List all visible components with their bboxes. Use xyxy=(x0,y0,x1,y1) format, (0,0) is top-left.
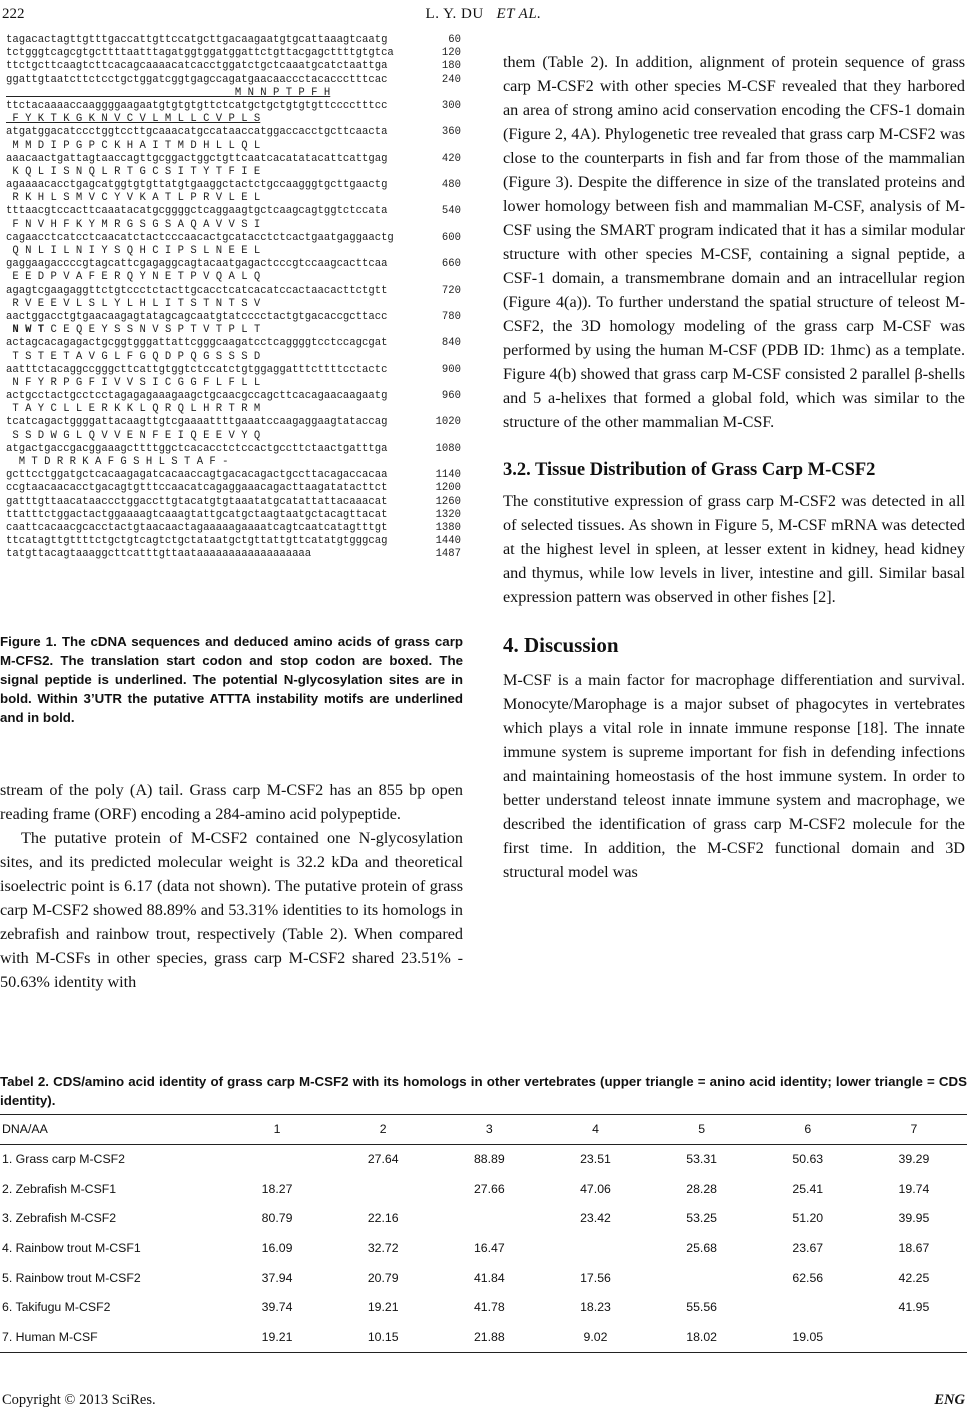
table-cell xyxy=(436,1204,542,1234)
sequence-text: M N N P T P F H xyxy=(6,86,331,99)
figure-1-caption: Figure 1. The cDNA sequences and deduced amino acids of grass carp M-CFS2. The translation start codon and stop codon are boxed. The signal peptide is underlined. The potential N-glycosylation sites are in bold. Within 3’UTR the putative ATTTA instability motifs are underlined and in bold. xyxy=(0,634,463,725)
sequence-text: ccgtaacaacacctgacagtgtttccaacatcagaggaaacagacttaagatatacttct xyxy=(6,482,388,495)
sequence-text: tatgttacagtaaaggcttcatttgttaataaaaaaaaaaaaaaaaaa xyxy=(6,548,312,561)
table-2-caption: Tabel 2. CDS/amino acid identity of grass carp M-CSF2 with its homologs in other vertebrates (upper triangle = anino acid identity; lower triangle = CDS identity). xyxy=(0,1074,967,1108)
sequence-text: agagtcgaagaggttctgtccctctacttgcacctcatcacatccactaacacttctgtt xyxy=(6,284,388,297)
amino-acid-row xyxy=(6,456,463,469)
position-number: 180 xyxy=(441,60,461,73)
amino-acid-row xyxy=(6,113,463,126)
table-header-row xyxy=(0,1115,967,1145)
sequence-text: atgatggacatccctggtccttgcaaacatgccataaccatggaccacctgcttcaacta xyxy=(6,126,388,139)
table-cell: 50.63 xyxy=(792,1152,824,1167)
nucleotide-row xyxy=(6,100,463,113)
table-cell: 23.42 xyxy=(580,1211,611,1226)
table-cell: 47.06 xyxy=(580,1181,611,1196)
page-header xyxy=(0,4,967,30)
sequence-text: ttctacaaaaccaaggggaagaatgtgtgtgttctcatgctgctgtgtgttcccctttcc xyxy=(6,99,388,112)
nucleotide-row xyxy=(6,548,463,561)
sequence-text: ttatttctggactactggaaaagtcaaagtattgcatgctaagtaatgctacagttacat xyxy=(6,508,388,521)
table-row xyxy=(0,1174,967,1204)
page-number: 222 xyxy=(2,6,25,22)
table-cell: 80.79 xyxy=(261,1211,293,1226)
table-cell: 62.56 xyxy=(792,1270,824,1285)
right-column xyxy=(503,50,965,884)
sequence-text: tttaacgtccacttcaaatacatgcggggctcaggaagtgctcaagcagtggtctccata xyxy=(6,205,388,218)
sequence-text: aatttctacaggccgggcttcattgtggtctccatctgtggaggatttcttttcctactc xyxy=(6,363,388,376)
table-cell: 88.89 xyxy=(473,1152,505,1167)
table-cell: 42.25 xyxy=(898,1270,930,1285)
position-number: 1320 xyxy=(435,508,461,521)
table-cell: 2. Zebrafish M-CSF1 xyxy=(2,1181,117,1196)
table-cell: 6. Takifugu M-CSF2 xyxy=(2,1300,111,1315)
sequence-text: actagcacagagactgcggtgggattattcgggcaagatcctcaggggtcctccagcgat xyxy=(6,337,388,350)
table-cell: 17.56 xyxy=(580,1270,611,1285)
table-cell: 27.64 xyxy=(367,1152,399,1167)
table-cell: 41.78 xyxy=(473,1300,505,1315)
sequence-text: T A Y C L L E R K K L Q R Q L H R T R M xyxy=(6,403,261,416)
table-cell: 18.23 xyxy=(580,1300,611,1315)
position-number: 480 xyxy=(441,179,461,192)
table-cell: 32.72 xyxy=(367,1241,399,1256)
position-number: 540 xyxy=(441,205,461,218)
sequence-text: M T D R R K A F G S H L S T A F - xyxy=(6,456,229,468)
amino-acid-row xyxy=(6,430,463,443)
nucleotide-row xyxy=(6,416,463,429)
position-number: 1020 xyxy=(435,416,461,429)
nucleotide-row xyxy=(6,311,463,324)
nucleotide-row xyxy=(6,126,463,139)
table-header-cell: 7 xyxy=(910,1122,918,1137)
table-cell: 37.94 xyxy=(261,1270,293,1285)
paragraph: M-CSF is a main factor for macrophage differentiation and survival. Monocyte/Marophage is a major subset of phagocytes in vertebrates which plays a vital role in innate immune response [18]. The innate immune system is supreme important for fish in defending infections and maintaining homeostasis of the host immune system. In order to better understand teleost innate immune system and macrophage, we described the identification of grass carp M-CSF2 molecule for the first time. In addition, the M-CSF2 functional domain and 3D structural model was xyxy=(503,671,965,881)
table-cell: 25.41 xyxy=(792,1181,824,1196)
sequence-text: cagaacctcatcctcaacatctactcccaacactgcatacctctcactgaatgaggaactg xyxy=(6,231,394,244)
table-header-cell: 1 xyxy=(273,1122,281,1137)
amino-acid-row xyxy=(6,192,463,205)
paragraph: stream of the poly (A) tail. Grass carp M-CSF2 has an 855 bp open reading frame (ORF) encoding a 284-amino acid polypeptide. xyxy=(0,781,463,823)
paragraph: them (Table 2). In addition, alignment of protein sequence of grass carp M-CSF2 with other species M-CSF revealed that they harbored an area of strong amino acid conservation encoding the CFS-1 domain (Figure 2, 4A). Phylogenetic tree revealed that grass carp M-CSF2 was close to the counterparts in fish and far from those of the mammalian (Figure 3). Despite the difference in size of the translated proteins and lower homology between fish and mammalian M-CSF, analysis of M-CSF using the SMART program indicated that it has a similar modular structure with other species M-CSF, containing a signal peptide, a CSF-1 domain, a transmembrane domain and an intracellular region (Figure 4(a)). To further understand the spatial structure of teleost M-CSF2, the 3D homology modeling of the grass carp M-CSF was performed by using the human M-CSF (PDB ID: 1hmc) as a template. Figure 4(b) showed that grass carp M-CSF consisted 2 parallel β-shells and 5 a-helixes that formed a global fold, which was similar to the structure of the other mammalian M-CSF. xyxy=(503,53,965,431)
table-cell: 21.88 xyxy=(473,1329,505,1344)
position-number: 1487 xyxy=(435,548,461,561)
amino-acid-row xyxy=(6,140,463,153)
table-cell: 19.21 xyxy=(367,1300,399,1315)
nucleotide-row xyxy=(6,258,463,271)
sequence-text: aactggacctgtgaacaagagtatagcagcaatgtatcccctactgtgacaccgcttacc xyxy=(6,310,388,323)
table-cell: 51.20 xyxy=(792,1211,824,1226)
sequence-text: F Y K T K G K N V C V L M L L C V P L S xyxy=(6,113,261,126)
position-number: 1200 xyxy=(435,482,461,495)
table-cell: 53.31 xyxy=(686,1152,718,1167)
position-number: 960 xyxy=(441,390,461,403)
table-header-cell: 6 xyxy=(804,1122,812,1137)
sequence-text: ttcatagttgttttctgctgtcagtctgctataatgctgttattgttcatatgtgggcag xyxy=(6,535,388,548)
table-header-cell: 5 xyxy=(698,1122,706,1137)
nucleotide-row xyxy=(6,285,463,298)
sequence-text: caattcacaacgcacctactgtaacaactagaaaaagaaaatcagtcaatcatagtttgt xyxy=(6,521,388,534)
copyright: Copyright © 2013 SciRes. xyxy=(2,1392,156,1408)
table-cell: 16.09 xyxy=(261,1241,293,1256)
position-number: 660 xyxy=(441,258,461,271)
table-2 xyxy=(0,1114,967,1353)
position-number: 420 xyxy=(441,152,461,165)
position-number: 60 xyxy=(448,34,461,46)
position-number: 120 xyxy=(441,47,461,60)
table-cell: 9.02 xyxy=(583,1329,608,1344)
journal-abbrev: ENG xyxy=(934,1392,965,1408)
position-number: 1260 xyxy=(435,495,461,508)
table-cell: 10.15 xyxy=(367,1329,399,1344)
nucleotide-row xyxy=(6,496,463,509)
nucleotide-row xyxy=(6,522,463,535)
table-cell: 55.56 xyxy=(686,1300,718,1315)
position-number: 780 xyxy=(441,310,461,323)
table-cell: 27.66 xyxy=(473,1181,505,1196)
position-number: 300 xyxy=(441,99,461,112)
sequence-text: N W T C E Q E Y S S N V S P T V T P L T xyxy=(6,324,261,337)
nucleotide-row xyxy=(6,390,463,403)
sequence-text: K Q L I S N Q L R T G C S I T Y T F I E xyxy=(6,165,261,178)
sequence-text: S S D W G L Q V V E N F E I Q E E V Y Q xyxy=(6,429,261,442)
table-cell: 5. Rainbow trout M-CSF2 xyxy=(2,1270,141,1285)
nucleotide-row xyxy=(6,364,463,377)
position-number: 900 xyxy=(441,363,461,376)
amino-acid-row xyxy=(6,245,463,258)
running-title: L. Y. DU ET AL. xyxy=(425,6,542,22)
table-cell xyxy=(861,1322,967,1352)
table-header-cell: DNA/AA xyxy=(2,1122,48,1137)
table-cell: 22.16 xyxy=(367,1211,399,1226)
table-cell: 20.79 xyxy=(367,1270,399,1285)
amino-acid-row xyxy=(6,87,463,100)
sequence-text: aaacaactgattagtaaccagttgcggactggctgttcaatcacatatacattcattgag xyxy=(6,152,388,165)
sequence-text: ggattgtaatcttctcctgctggatcggtgagccagatgaacaaccctacaccctttcac xyxy=(6,73,388,86)
table-cell: 19.21 xyxy=(261,1329,293,1344)
table-row xyxy=(0,1322,967,1352)
table-cell: 16.47 xyxy=(473,1241,505,1256)
table-cell: 18.27 xyxy=(261,1181,293,1196)
left-body-text xyxy=(0,778,463,994)
nucleotide-row xyxy=(6,205,463,218)
table-header-cell: 2 xyxy=(379,1122,387,1137)
table-cell: 41.84 xyxy=(473,1270,505,1285)
sequence-text: R V E E V L S L Y L H L I T S T N T S V xyxy=(6,297,261,310)
table-row xyxy=(0,1263,967,1293)
position-number: 600 xyxy=(441,231,461,244)
amino-acid-row xyxy=(6,403,463,416)
table-cell: 23.51 xyxy=(580,1152,611,1167)
section-heading-3-2: 3.2. Tissue Distribution of Grass Carp M-CSF2 xyxy=(503,460,876,480)
table-cell: 41.95 xyxy=(898,1300,930,1315)
table-cell xyxy=(755,1293,861,1323)
table-cell: 3. Zebrafish M-CSF2 xyxy=(2,1211,117,1226)
table-cell: 19.74 xyxy=(898,1181,930,1196)
sequence-text: ttctgcttcaagtcttcacagcaaaacatcacctggatctgctcaaatgcatctaattga xyxy=(6,60,388,73)
sequence-text: R K H L S M V C Y V K A T L P R V L E L xyxy=(6,192,261,205)
sequence-text: atgactgaccgacggaaagcttttggctcacacctctccactgccttctaactgatttga xyxy=(6,442,388,455)
amino-acid-row xyxy=(6,219,463,232)
position-number: 720 xyxy=(441,284,461,297)
sequence-text: gaggaagaccccgtagcattcgagaggcagtacaatgagactcccgtccaagcacttcaa xyxy=(6,258,388,271)
amino-acid-row xyxy=(6,298,463,311)
sequence-text: actgcctactgcctcctagagagaaagaagctgcaacgccagcttcacagaacaagaatg xyxy=(6,390,388,403)
table-cell xyxy=(224,1144,330,1174)
sequence-text: tcatcagactggggattacaagttgtcgaaaattttgaaatccaagaggaagtataccag xyxy=(6,416,388,429)
sequence-text: E E D P V A F E R Q Y N E T P V Q A L Q xyxy=(6,271,261,284)
position-number: 1440 xyxy=(435,535,461,548)
nucleotide-row xyxy=(6,469,463,482)
amino-acid-row xyxy=(6,351,463,364)
table-cell: 39.29 xyxy=(898,1152,930,1167)
nucleotide-row xyxy=(6,232,463,245)
table-cell: 7. Human M-CSF xyxy=(2,1329,98,1344)
table-cell xyxy=(542,1233,648,1263)
nucleotide-row xyxy=(6,179,463,192)
nucleotide-row xyxy=(6,47,463,60)
table-row xyxy=(0,1293,967,1323)
table-cell: 25.68 xyxy=(686,1241,718,1256)
sequence-text: tagacactagttgtttgaccattgttccatgcttgacaagaatgtgcattaaagtcaatg xyxy=(6,34,388,46)
amino-acid-row xyxy=(6,377,463,390)
table-cell: 4. Rainbow trout M-CSF1 xyxy=(2,1241,141,1256)
amino-acid-row xyxy=(6,324,463,337)
sequence-text: M M D I P G P C K H A I T M D H L L Q L xyxy=(6,139,261,152)
table-cell: 39.74 xyxy=(261,1300,293,1315)
table-cell: 18.02 xyxy=(686,1329,718,1344)
nucleotide-row xyxy=(6,443,463,456)
paragraph: The constitutive expression of grass carp M-CSF2 was detected in all of selected tissues. As shown in Figure 5, M-CSF mRNA was detected at the highest level in spleen, at lesser extent in kidney, head kidney and thymus, while low levels in liver, intestine and gill. Similar basal expression pattern was observed in other fishes [2]. xyxy=(503,492,965,606)
position-number: 360 xyxy=(441,126,461,139)
table-cell: 53.25 xyxy=(686,1211,718,1226)
nucleotide-row xyxy=(6,34,463,47)
sequence-text: gcttcctggatgctcacaagagatcacaaccagtgacacagactgccttacagaccacaa xyxy=(6,469,388,482)
table-cell: 23.67 xyxy=(792,1241,824,1256)
section-heading-4: 4. Discussion xyxy=(503,633,619,657)
paragraph: The putative protein of M-CSF2 contained one N-glycosylation sites, and its predicted molecular weight is 32.2 kDa and theoretical isoelectric point is 6.17 (data not shown). The putative protein of grass carp M-CSF2 showed 88.89% and 53.31% identities to its homologs in zebrafish and rainbow trout, respectively (Table 2). When compared with M-CSFs in other species, grass carp M-CSF2 shared 23.51% - 50.63% identity with xyxy=(0,829,463,991)
nucleotide-row xyxy=(6,153,463,166)
amino-acid-row xyxy=(6,271,463,284)
table-cell: 19.05 xyxy=(792,1329,824,1344)
table-cell xyxy=(330,1174,436,1204)
table-row xyxy=(0,1144,967,1174)
sequence-text: T S T E T A V G L F G Q D P Q G S S S D xyxy=(6,350,261,363)
sequence-text: Q N L I L N I Y S Q H C I P S L N E E L xyxy=(6,245,261,257)
left-column xyxy=(0,30,463,562)
table-header-cell: 4 xyxy=(592,1122,599,1137)
table-row xyxy=(0,1233,967,1263)
sequence-text: tctgggtcagcgtgcttttaatttagatggtggatggattctgttacgagcttttgtgtca xyxy=(6,47,394,60)
nucleotide-row xyxy=(6,74,463,87)
position-number: 240 xyxy=(441,73,461,86)
sequence-text: N F Y R P G F I V V S I C G G F L F L L xyxy=(6,376,261,389)
sequence-text: gatttgttaacataaccctggaccttgtacatgtgtaaatatgcatattattacaaacat xyxy=(6,495,388,508)
sequence-text: agaaaacacctgagcatggtgtgttatgtgaaggctactctgccaagggtgcttgaactg xyxy=(6,179,388,192)
table-row xyxy=(0,1204,967,1234)
nucleotide-row xyxy=(6,535,463,548)
table-cell: 39.95 xyxy=(898,1211,930,1226)
position-number: 1080 xyxy=(435,442,461,455)
position-number: 840 xyxy=(441,337,461,350)
table-cell: 1. Grass carp M-CSF2 xyxy=(2,1152,125,1167)
table-cell: 28.28 xyxy=(686,1181,718,1196)
position-number: 1140 xyxy=(435,469,461,482)
nucleotide-row xyxy=(6,337,463,350)
amino-acid-row xyxy=(6,166,463,179)
nucleotide-row xyxy=(6,509,463,522)
table-header-cell: 3 xyxy=(485,1122,493,1137)
table-cell: 18.67 xyxy=(898,1241,930,1256)
cdna-sequence xyxy=(0,34,463,562)
nucleotide-row xyxy=(6,482,463,495)
position-number: 1380 xyxy=(435,521,461,534)
table-cell xyxy=(649,1263,755,1293)
sequence-text: F N V H F K Y M R G S G S A Q A V V S I xyxy=(6,218,261,231)
nucleotide-row xyxy=(6,60,463,73)
